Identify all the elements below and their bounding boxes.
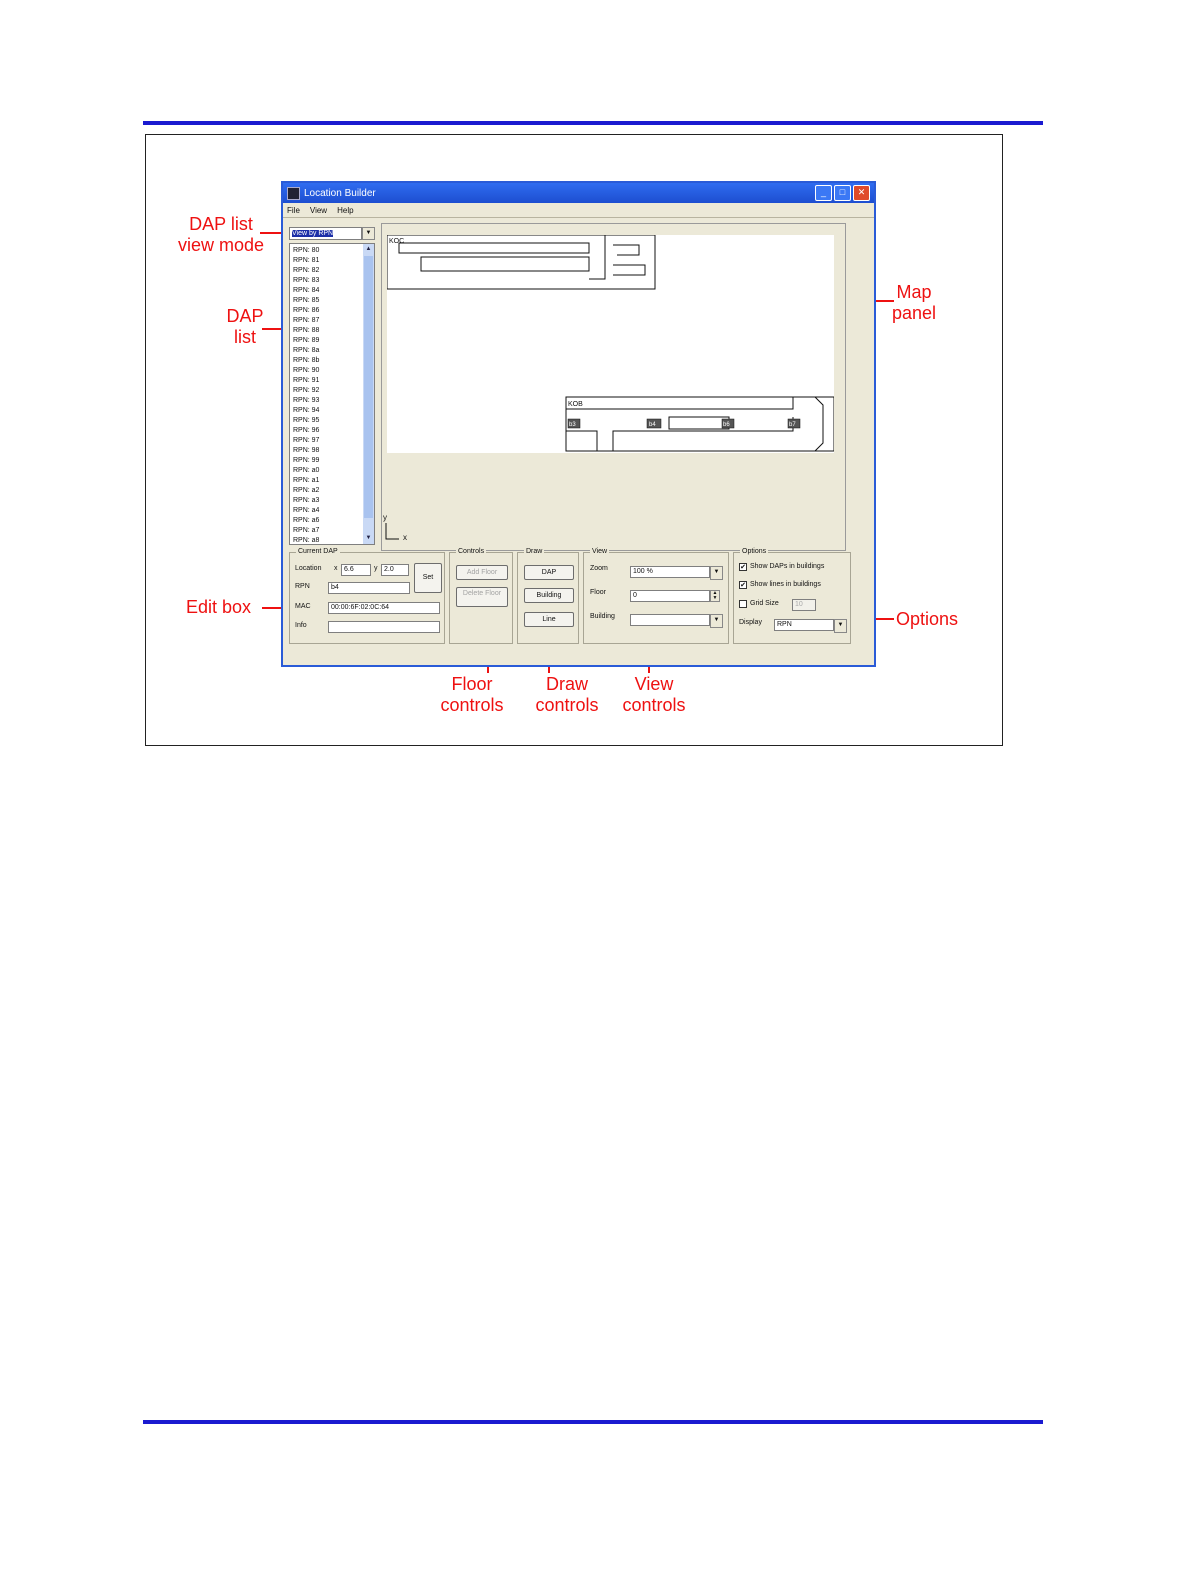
dap-list-item[interactable]: RPN: 99 [293,457,320,464]
bottom-rule [143,1420,1043,1424]
current-dap-group [289,548,445,644]
options-label: Options [742,548,767,555]
maximize-button[interactable]: □ [834,185,851,201]
zoom-label: Zoom [590,565,608,572]
chevron-down-icon[interactable]: ▼ [834,619,847,633]
dap-list-item[interactable]: RPN: 81 [293,257,320,264]
building-kob-wall [815,397,823,451]
dap-list-item[interactable]: RPN: 92 [293,387,320,394]
floor-spinner-icon[interactable]: ▲ ▼ [710,590,720,602]
zoom-select[interactable]: 100 % [630,566,710,578]
callout-view-controls: View controls [622,674,686,715]
location-builder-window [281,181,876,667]
axis-x-label: x [403,533,407,542]
delete-floor-button[interactable]: Delete Floor [456,587,508,607]
view-label: View [592,548,608,555]
dap-list-item[interactable]: RPN: 82 [293,267,320,274]
dap-list-item[interactable]: RPN: a0 [293,467,320,474]
dap-label: b7 [789,422,796,428]
dap-list-item[interactable]: RPN: a4 [293,507,320,514]
dap-list-item[interactable]: RPN: 85 [293,297,320,304]
add-floor-button[interactable]: Add Floor [456,565,508,580]
draw-controls-group [517,548,579,644]
dap-label: b6 [723,422,730,428]
building-koc-room [421,257,589,271]
top-rule [143,121,1043,125]
dap-list-item[interactable]: RPN: a2 [293,487,320,494]
scroll-thumb[interactable] [364,256,373,518]
dap-list-item[interactable]: RPN: 98 [293,447,320,454]
window-title: Location Builder [304,187,376,199]
dap-list-item[interactable]: RPN: 8a [293,347,320,354]
callout-dap-list: DAP list [226,306,264,347]
display-label: Display [739,619,762,626]
current-dap-label: Current DAP [298,548,338,555]
mac-label: MAC [295,603,311,610]
dap-list-item[interactable]: RPN: a6 [293,517,320,524]
building-label: Building [590,613,615,620]
controls-label: Controls [458,548,485,555]
menu-help[interactable]: Help [337,205,354,215]
dap-list-item[interactable]: RPN: 86 [293,307,320,314]
show-lines-checkbox[interactable]: ✔ [740,582,746,589]
show-daps-label: Show DAPs in buildings [750,563,825,570]
dap-list-item[interactable]: RPN: 8b [293,357,320,364]
chevron-down-icon[interactable]: ▼ [710,614,723,628]
draw-building-button[interactable]: Building [524,588,574,603]
location-label: Location [295,565,322,572]
dap-list-item[interactable]: RPN: 96 [293,427,320,434]
building-select[interactable] [630,614,710,626]
dap-list-item[interactable]: RPN: 97 [293,437,320,444]
options-group [733,548,851,644]
dap-list-item[interactable]: RPN: 89 [293,337,320,344]
building-kob-wall [613,417,793,451]
dap-list-item[interactable]: RPN: a3 [293,497,320,504]
floor-input[interactable]: 0 [630,590,710,602]
chevron-down-icon[interactable]: ▼ [710,566,723,580]
map-drawing[interactable] [387,235,834,453]
dap-list-view-mode-select[interactable] [289,227,375,240]
menu-bar [283,203,874,218]
callout-floor-controls: Floor controls [440,674,504,715]
dap-list-item[interactable]: RPN: 93 [293,397,320,404]
dap-list-item[interactable]: RPN: 94 [293,407,320,414]
draw-label: Draw [526,548,543,555]
display-select[interactable]: RPN [774,619,834,631]
dap-list-item[interactable]: RPN: 90 [293,367,320,374]
view-mode-value: View by RPN [292,230,334,237]
info-label: Info [295,622,307,629]
building-kob-room [669,417,729,429]
grid-size-checkbox[interactable] [739,600,747,608]
rpn-input[interactable]: b4 [328,582,410,594]
dap-list-item[interactable]: RPN: 95 [293,417,320,424]
building-koc-label: KOC [389,238,405,245]
dap-list-item[interactable]: RPN: a1 [293,477,320,484]
axis-y-label: y [383,513,387,522]
y-label: y [374,565,378,572]
x-input[interactable]: 6.6 [341,564,371,576]
show-daps-checkbox[interactable]: ✔ [740,564,746,571]
building-kob-wall [566,431,597,451]
menu-file[interactable]: File [287,205,300,215]
building-kob-label: KOB [568,401,583,408]
grid-size-label: Grid Size [750,600,779,607]
building-koc-wall [613,245,639,255]
draw-dap-button[interactable]: DAP [524,565,574,580]
building-koc-corridor [399,243,589,253]
dap-list[interactable] [289,243,375,545]
app-icon [287,187,300,200]
title-bar[interactable] [283,183,874,203]
floor-label: Floor [590,589,606,596]
mac-input[interactable]: 00:00:6F:02:0C:64 [328,602,440,614]
grid-size-input[interactable]: 10 [792,599,816,611]
dap-list-item[interactable]: RPN: a8 [293,537,320,544]
dap-list-item[interactable]: RPN: a7 [293,527,320,534]
x-label: x [334,565,338,572]
axis-arrows-icon [383,521,405,547]
building-koc-wall [613,265,645,275]
dap-list-item[interactable]: RPN: 87 [293,317,320,324]
scroll-up-icon[interactable]: ▲ [365,246,372,252]
dap-list-item[interactable]: RPN: 91 [293,377,320,384]
floor-controls-group [449,548,513,644]
draw-line-button[interactable]: Line [524,612,574,627]
dap-label: b3 [569,422,576,428]
minimize-button[interactable]: _ [815,185,832,201]
menu-view[interactable]: View [309,205,328,215]
dap-list-scrollbar[interactable] [363,244,374,544]
building-kob-wall [566,397,793,409]
dap-list-items [290,244,370,548]
dap-label: b4 [649,422,656,428]
dap-list-item[interactable]: RPN: 83 [293,277,320,284]
info-input[interactable] [328,621,440,633]
callout-draw-controls: Draw controls [535,674,599,715]
close-button[interactable]: ✕ [853,185,870,201]
y-input[interactable]: 2.0 [381,564,409,576]
set-button[interactable]: Set [414,563,442,593]
show-lines-label: Show lines in buildings [750,581,821,588]
view-controls-group [583,548,729,644]
callout-dap-list-view-mode: DAP list view mode [177,214,265,255]
callout-map-panel: Map panel [891,282,937,323]
rpn-label: RPN [295,583,310,590]
dap-list-item[interactable]: RPN: 88 [293,327,320,334]
scroll-down-icon[interactable]: ▼ [365,535,372,541]
building-koc-wall [589,235,605,279]
dap-list-item[interactable]: RPN: 84 [293,287,320,294]
dap-list-item[interactable]: RPN: 80 [293,247,320,254]
callout-options: Options [896,609,959,629]
callout-edit-box: Edit box [186,597,252,617]
chevron-down-icon[interactable]: ▼ [362,227,375,240]
